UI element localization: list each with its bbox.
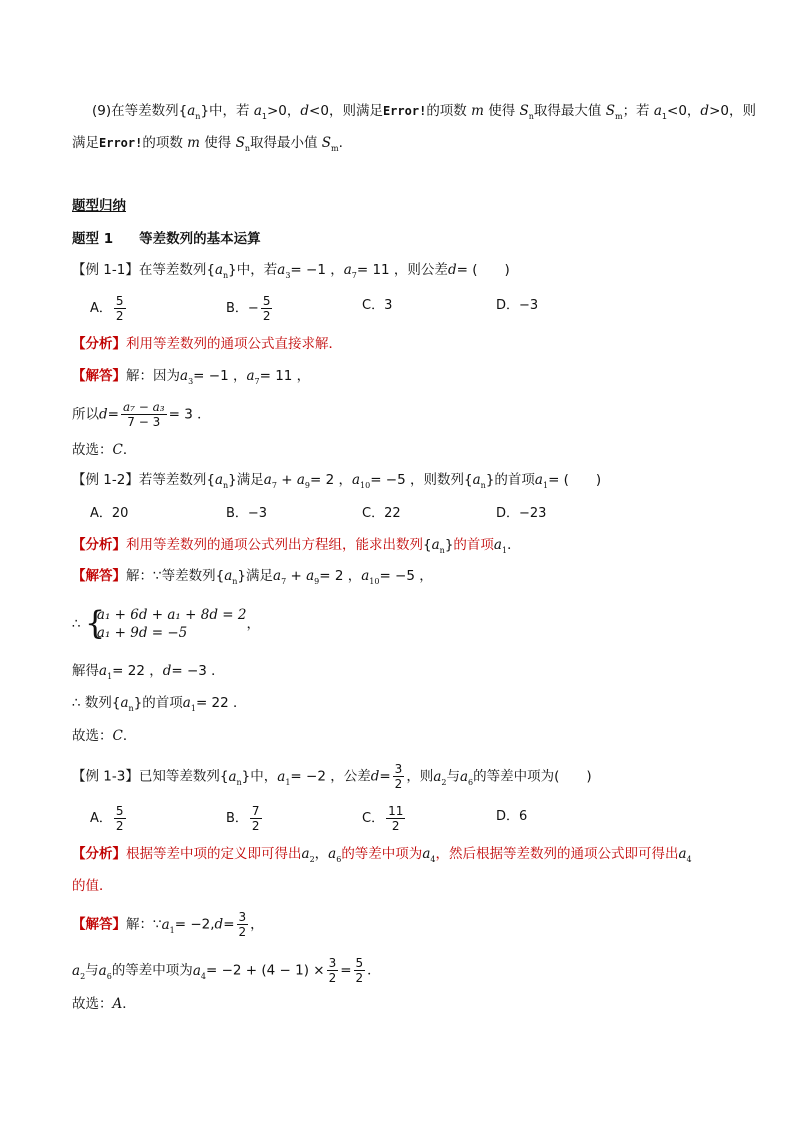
example-1-2-choice: 故选：C． xyxy=(72,728,137,744)
example-1-1-solution-1: 【解答】解：因为$a_3= -1$ ，$a_7= 11$ ， xyxy=(72,368,311,386)
example-1-1-analysis: 【分析】利用等差数列的通项公式直接求解． xyxy=(72,336,342,352)
example-1-1-option-a: A． $\frac{5}{2}$ xyxy=(90,294,124,323)
property-9-line-2: 满足Error!的项数 m 使得 $S_n$取得最小值 $S_m$. xyxy=(72,135,343,153)
example-1-3-option-b: B． $\frac{7}{2}$ xyxy=(226,804,260,833)
example-1-2-option-c: C．22 xyxy=(362,506,401,521)
example-1-2-solution-3: 解得$a_1= 22$ ，d= −3 ． xyxy=(72,663,225,681)
example-1-2-solution-4: ∴ 数列$\{a_n\}$的首项$a_1= 22$ ． xyxy=(72,695,247,713)
example-1-2-solution-1: 【解答】解：∵等差数列$\{a_n\}$满足$a_7 + a_9= 2$ ，$a_{10}= -5$ ， xyxy=(72,568,433,586)
example-1-2-analysis: 【分析】利用等差数列的通项公式列出方程组，能求出数列$\{a_n\}$的首项$a_1$． xyxy=(72,537,521,555)
example-1-3-analysis-2: 的值． xyxy=(72,878,113,894)
example-1-3-option-c: C． $\frac{11}{2}$ xyxy=(362,804,404,833)
example-1-3-option-a: A． $\frac{5}{2}$ xyxy=(90,804,124,833)
section-title: 题型归纳 xyxy=(72,198,126,214)
example-1-3-solution-2: $a_2$与$a_6$的等差中项为$a_4= -2 + (4 - 1)$ × $\frac{3}{2}$ = $\frac{5}{2}$ ． xyxy=(72,956,381,985)
example-1-1-question: 【例 1-1】在等差数列$\{a_n\}$中，若$a_3= -1$ ，$a_7= 11$ ，则公差d= ( ) xyxy=(72,262,510,280)
type-1-heading: 题型 1 等差数列的基本运算 xyxy=(72,231,261,247)
example-1-3-choice: 故选：A． xyxy=(72,996,136,1012)
because-symbol: ∵ xyxy=(153,916,162,933)
equation-system: { a₁ + 6d + a₁ + 8d = 2 a₁ + 9d = −5 xyxy=(84,604,247,642)
property-9-line-1: (9)在等差数列$\{a_n\}$中，若 $a_1>0$，d<0，则满足Error!的项数 m 使得 $S_n$取得最大值 $S_m$；若 $a_1<0$，d>0，则 xyxy=(92,103,756,121)
example-1-1-option-d: D．−3 xyxy=(496,298,539,313)
example-1-3-solution-1: 【解答】解：$\because a_1= -2,d=$ $\frac{3}{2}$ ， xyxy=(72,910,264,939)
example-1-2-system: ∴ { a₁ + 6d + a₁ + 8d = 2 a₁ + 9d = −5 ， xyxy=(72,604,260,642)
example-1-2-option-a: A．20 xyxy=(90,506,129,521)
example-1-2-option-d: D．−23 xyxy=(496,506,547,521)
example-1-3-question: 【例 1-3】已知等差数列$\{a_n\}$中，$a_1= -2$ ，公差d= $\frac{3}{2}$ ，则$a_2$与$a_6$的等差中项为( ) xyxy=(72,762,592,791)
example-1-3-option-d: D．6 xyxy=(496,809,528,824)
example-1-3-analysis-1: 【分析】根据等差中项的定义即可得出$a_2$，$a_6$的等差中项为$a_4$，然后根据等差数列的通项公式即可得出$a_4$ xyxy=(72,846,692,864)
because-symbol: ∵ xyxy=(153,568,162,584)
example-1-1-option-b: B．− $\frac{5}{2}$ xyxy=(226,294,271,323)
example-1-2-question: 【例 1-2】若等差数列$\{a_n\}$满足$a_7 + a_9= 2$ ，$a_{10}= -5$ ，则数列$\{a_n\}$的首项$a_1=$ ( ) xyxy=(72,472,602,490)
example-1-1-solution-2: 所以d= $\frac{\text{a₇ − a₃}}{7 - 3}$ = 3 ． xyxy=(72,400,211,429)
error-placeholder: Error! xyxy=(382,104,427,118)
example-1-1-option-c: C．3 xyxy=(362,298,393,313)
error-placeholder: Error! xyxy=(99,136,143,150)
example-1-2-option-b: B．−3 xyxy=(226,506,268,521)
example-1-1-choice: 故选：C． xyxy=(72,442,137,458)
